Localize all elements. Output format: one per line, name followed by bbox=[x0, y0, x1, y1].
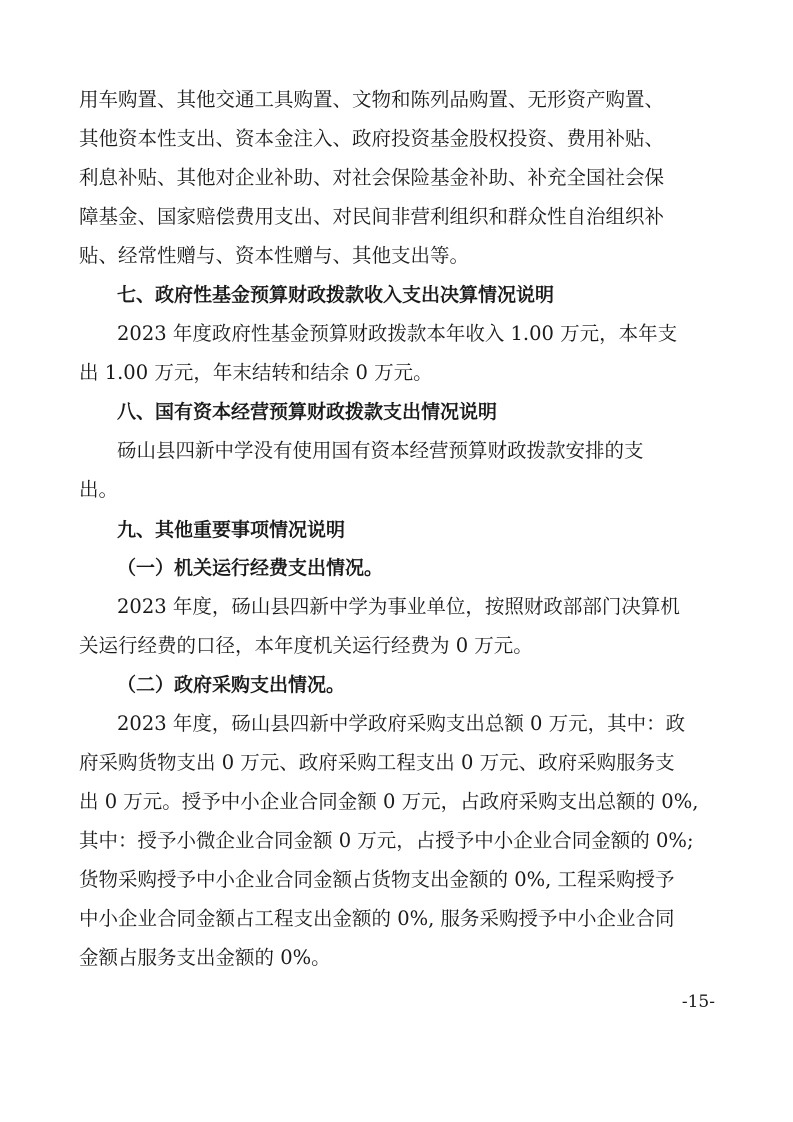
paragraph-line: 府采购货物支出 0 万元、政府采购工程支出 0 万元、政府采购服务支 bbox=[79, 751, 675, 774]
paragraph-line: 其他资本性支出、资本金注入、政府投资基金股权投资、费用补贴、 bbox=[79, 127, 665, 150]
paragraph-line: 出 1.00 万元，年末结转和结余 0 万元。 bbox=[79, 361, 433, 384]
section-heading: 八、国有资本经营预算财政拨款支出情况说明 bbox=[117, 401, 498, 423]
paragraph-line: 出 0 万元。授予中小企业合同金额 0 万元，占政府采购支出总额的 0%, bbox=[79, 790, 699, 813]
paragraph-line: 贴、经常性赠与、资本性赠与、其他支出等。 bbox=[79, 244, 470, 267]
paragraph-line: 关运行经费的口径，本年度机关运行经费为 0 万元。 bbox=[79, 634, 533, 657]
paragraph-line: 金额占服务支出金额的 0%。 bbox=[79, 946, 331, 969]
paragraph-line: 2023 年度，砀山县四新中学政府采购支出总额 0 万元，其中：政 bbox=[117, 712, 686, 735]
paragraph-line: 其中：授予小微企业合同金额 0 万元，占授予中小企业合同金额的 0%; bbox=[79, 829, 694, 852]
paragraph-line: 用车购置、其他交通工具购置、文物和陈列品购置、无形资产购置、 bbox=[79, 88, 665, 111]
subsection-heading: （二）政府采购支出情况。 bbox=[117, 674, 346, 696]
paragraph-line: 2023 年度政府性基金预算财政拨款本年收入 1.00 万元，本年支 bbox=[117, 322, 678, 345]
paragraph-line: 砀山县四新中学没有使用国有资本经营预算财政拨款安排的支 bbox=[117, 439, 644, 462]
section-heading: 九、其他重要事项情况说明 bbox=[117, 519, 346, 541]
paragraph-line: 中小企业合同金额占工程支出金额的 0%, 服务采购授予中小企业合同 bbox=[79, 907, 675, 930]
paragraph-line: 障基金、国家赔偿费用支出、对民间非营利组织和群众性自治组织补 bbox=[79, 205, 665, 228]
page-number: -15- bbox=[681, 992, 715, 1012]
subsection-heading: （一）机关运行经费支出情况。 bbox=[117, 557, 384, 579]
paragraph-line: 2023 年度，砀山县四新中学为事业单位，按照财政部部门决算机 bbox=[117, 595, 680, 618]
paragraph-line: 货物采购授予中小企业合同金额占货物支出金额的 0%, 工程采购授予 bbox=[79, 868, 675, 891]
paragraph-line: 利息补贴、其他对企业补助、对社会保险基金补助、补充全国社会保 bbox=[79, 166, 665, 189]
paragraph-line: 出。 bbox=[79, 478, 119, 501]
section-heading: 七、政府性基金预算财政拨款收入支出决算情况说明 bbox=[117, 284, 555, 306]
